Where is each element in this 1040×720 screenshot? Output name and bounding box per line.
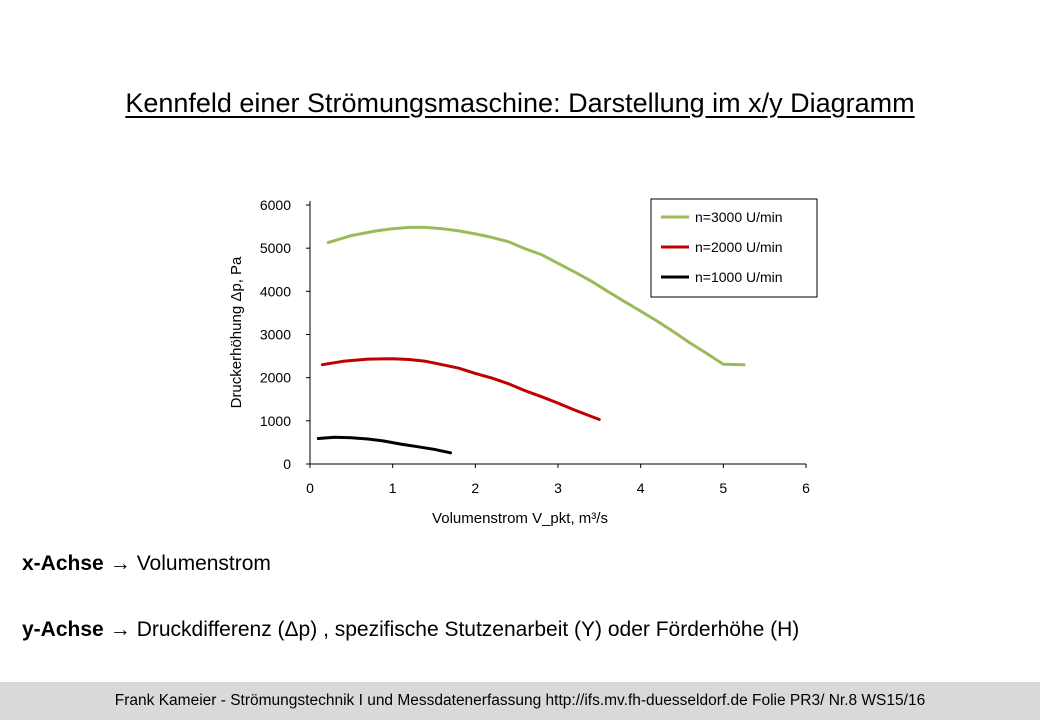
y-tick-label: 6000 [259,197,291,213]
x-tick-label: 0 [306,480,314,496]
arrow-right-icon: → [109,552,131,575]
x-tick-label: 4 [636,480,645,496]
x-axis-label: Volumenstrom V_pkt, m³/s [432,510,608,527]
legend-entry: n=3000 U/min [695,209,783,225]
slide-title: Kennfeld einer Strömungsmaschine: Darstellung im x/y Diagramm [125,88,915,118]
y-tick-label: 2000 [259,369,291,386]
x-tick-label: 5 [719,480,728,496]
y-axis-note-text: Druckdifferenz (Δp) , spezifische Stutzenarbeit (Y) oder Förderhöhe (H) [136,618,800,641]
y-tick-label: 4000 [259,283,291,300]
x-axis-note-label: x-Achse [22,552,104,575]
y-tick-label: 1000 [259,412,291,429]
legend-entry: n=1000 U/min [695,269,783,285]
footer: Frank Kameier - Strömungstechnik I und Messdatenerfassung http://ifs.mv.fh-duesseldorf.de Folie PR3/ Nr.8 WS15/16 [0,682,1040,720]
y-axis-label: Druckerhöhung Δp, Pa [228,256,245,409]
y-tick-label: 5000 [259,240,291,257]
y-tick-label: 3000 [259,326,291,343]
x-tick-label: 3 [554,480,562,496]
x-tick-label: 6 [802,480,810,496]
chart-legend [651,199,817,297]
arrow-right-icon: → [109,618,131,641]
y-axis-note [22,618,799,642]
x-axis-note-text: Volumenstrom [136,552,271,575]
y-tick-label: 0 [283,456,291,472]
x-tick-label: 2 [471,480,480,496]
x-tick-label: 1 [388,480,397,496]
y-axis-note-label: y-Achse [22,618,104,641]
series-line-3 [318,437,450,453]
legend-entry: n=2000 U/min [695,239,783,255]
x-axis-note [22,552,271,576]
series-line-2 [322,359,599,420]
